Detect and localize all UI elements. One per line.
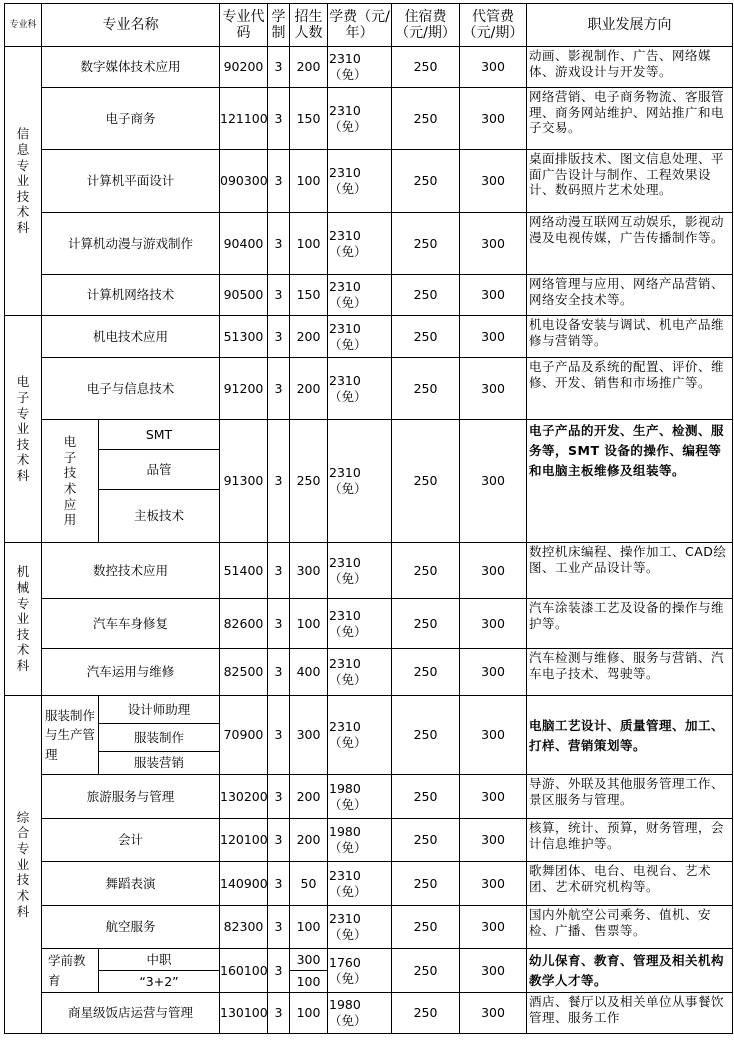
major-career: 幼儿保育、教育、管理及相关机构教学人才等。 [527,949,733,993]
major-years: 3 [268,420,290,543]
major-code: 91200 [220,358,268,420]
major-dorm: 250 [392,420,460,543]
major-agency: 300 [460,775,527,819]
table-row [5,906,733,949]
major-dorm: 250 [392,599,460,649]
major-career: 网络动漫互联网互动娱乐，影视动漫及电视传媒，广告传播制作等。 [527,213,733,275]
sub-major: 主板技术 [99,490,220,543]
major-career: 机电设备安装与调试、机电产品维修与营销等。 [527,316,733,358]
major-agency: 300 [460,150,527,213]
major-enroll: 100 [290,906,328,949]
major-tuition: 2310（免） [328,862,392,906]
major-agency: 300 [460,993,527,1034]
major-career: 数控机床编程、操作加工、CAD绘图、工业产品设计等。 [527,543,733,599]
major-years: 3 [268,213,290,275]
sub-major: 品管 [99,450,220,490]
major-dorm: 250 [392,696,460,775]
major-tuition: 2310（免） [328,906,392,949]
major-years: 3 [268,316,290,358]
major-agency: 300 [460,649,527,696]
major-years: 3 [268,358,290,420]
major-tuition: 2310（免） [328,543,392,599]
major-agency: 300 [460,906,527,949]
header-tuition: 学费（元/年） [328,4,392,47]
major-agency: 300 [460,599,527,649]
table-row [5,47,733,88]
table-row [5,819,733,862]
major-years: 3 [268,47,290,88]
major-dorm: 250 [392,88,460,150]
major-tuition: 2310（免） [328,599,392,649]
major-career: 桌面排版技术、图文信息处理、平面广告设计与制作、工程效果设计、数码照片艺术处理。 [527,150,733,213]
major-name: 计算机平面设计 [42,150,220,213]
table-row [5,88,733,150]
major-dorm: 250 [392,862,460,906]
major-career: 国内外航空公司乘务、值机、安检、广播、售票等。 [527,906,733,949]
major-name: 汽车运用与维修 [42,649,220,696]
header-name: 专业名称 [42,4,220,47]
major-years: 3 [268,862,290,906]
major-enroll: 100 [290,993,328,1034]
major-code: 130200 [220,775,268,819]
major-name: 航空服务 [42,906,220,949]
sub-major: 服装营销 [99,752,220,775]
major-agency: 300 [460,420,527,543]
sub-major: “3+2” [99,971,220,993]
table-row [5,213,733,275]
table-row [5,649,733,696]
table-row [5,599,733,649]
header-years: 学制 [268,4,290,47]
major-years: 3 [268,649,290,696]
major-code: 51300 [220,316,268,358]
major-dorm: 250 [392,358,460,420]
header-dorm: 住宿费（元/期） [392,4,460,47]
major-agency: 300 [460,88,527,150]
major-code: 70900 [220,696,268,775]
major-career: 汽车涂装漆工艺及设备的操作与维护等。 [527,599,733,649]
major-enroll: 150 [290,275,328,316]
major-code: 82500 [220,649,268,696]
table-row [5,358,733,420]
major-code: 90400 [220,213,268,275]
major-enroll: 50 [290,862,328,906]
major-agency: 300 [460,862,527,906]
major-agency: 300 [460,543,527,599]
major-code: 90500 [220,275,268,316]
major-name: 电子商务 [42,88,220,150]
major-tuition: 1760（免） [328,949,392,993]
group-name: 服装制作与生产管理 [42,696,99,775]
major-dorm: 250 [392,316,460,358]
major-years: 3 [268,819,290,862]
major-dorm: 250 [392,906,460,949]
major-code: 82300 [220,906,268,949]
major-years: 3 [268,275,290,316]
major-tuition: 2310（免） [328,213,392,275]
major-tuition: 2310（免） [328,316,392,358]
major-agency: 300 [460,819,527,862]
major-dorm: 250 [392,993,460,1034]
major-code: 91300 [220,420,268,543]
major-career: 酒店、餐厅以及相关单位从事餐饮管理、服务工作 [527,993,733,1034]
major-dorm: 250 [392,543,460,599]
major-career: 电子产品的开发、生产、检测、服务等，SMT 设备的操作、编程等和电脑主板维修及组装等。 [527,420,733,543]
major-dorm: 250 [392,649,460,696]
category-info: 信 息 专 业 技 术 科 [5,47,42,316]
major-tuition: 2310（免） [328,88,392,150]
major-code: 130100 [220,993,268,1034]
category-comp: 综 合 专 业 技 术 科 [5,696,42,1034]
major-enroll: 300 [290,543,328,599]
major-enroll: 200 [290,358,328,420]
major-name: 旅游服务与管理 [42,775,220,819]
major-years: 3 [268,543,290,599]
major-agency: 300 [460,275,527,316]
major-agency: 300 [460,358,527,420]
major-years: 3 [268,949,290,993]
table-row [5,543,733,599]
major-tuition: 2310（免） [328,649,392,696]
major-enroll: 200 [290,775,328,819]
major-career: 网络管理与应用、网络产品营销、网络安全技术等。 [527,275,733,316]
major-enroll: 100 [290,971,328,993]
major-agency: 300 [460,47,527,88]
major-name: 舞蹈表演 [42,862,220,906]
major-career: 电脑工艺设计、质量管理、加工、打样、营销策划等。 [527,696,733,775]
major-enroll: 300 [290,949,328,971]
major-career: 汽车检测与维修、服务与营销、汽车电子技术、驾驶等。 [527,649,733,696]
major-code: 121100 [220,88,268,150]
major-agency: 300 [460,213,527,275]
major-name: 电子与信息技术 [42,358,220,420]
sub-major: 设计师助理 [99,696,220,724]
major-tuition: 2310（免） [328,47,392,88]
major-tuition: 1980（免） [328,775,392,819]
major-dorm: 250 [392,949,460,993]
major-name: 会计 [42,819,220,862]
major-tuition: 1980（免） [328,819,392,862]
major-dorm: 250 [392,47,460,88]
major-enroll: 100 [290,150,328,213]
major-code: 51400 [220,543,268,599]
group-name: 电 子 技 术 应 用 [42,420,99,543]
major-career: 动画、影视制作、广告、网络媒体、游戏设计与开发等。 [527,47,733,88]
major-dorm: 250 [392,150,460,213]
major-enroll: 100 [290,599,328,649]
table-row [5,420,733,450]
major-dorm: 250 [392,213,460,275]
major-enroll: 400 [290,649,328,696]
major-career: 歌舞团体、电台、电视台、艺术团、艺术研究机构等。 [527,862,733,906]
major-years: 3 [268,696,290,775]
major-agency: 300 [460,316,527,358]
table-row [5,275,733,316]
major-dorm: 250 [392,275,460,316]
major-career: 网络营销、电子商务物流、客服管理、商务网站维护、网站推广和电子交易。 [527,88,733,150]
major-code: 090300 [220,150,268,213]
major-code: 82600 [220,599,268,649]
major-name: 商星级饭店运营与管理 [42,993,220,1034]
major-code: 160100 [220,949,268,993]
major-enroll: 250 [290,420,328,543]
major-code: 140900 [220,862,268,906]
major-tuition: 2310（免） [328,696,392,775]
major-enroll: 200 [290,316,328,358]
header-code: 专业代码 [220,4,268,47]
enrollment-table [4,3,733,1034]
category-elec: 电 子 专 业 技 术 科 [5,316,42,543]
sub-major: 中职 [99,949,220,971]
major-career: 导游、外联及其他服务管理工作、景区服务与管理。 [527,775,733,819]
major-years: 3 [268,88,290,150]
table-row [5,862,733,906]
major-years: 3 [268,993,290,1034]
major-code: 90200 [220,47,268,88]
major-years: 3 [268,906,290,949]
sub-major: 服装制作 [99,724,220,752]
major-years: 3 [268,150,290,213]
header-enroll: 招生人数 [290,4,328,47]
major-code: 120100 [220,819,268,862]
major-enroll: 100 [290,213,328,275]
major-tuition: 2310（免） [328,150,392,213]
table-row [5,150,733,213]
table-row [5,993,733,1034]
major-dorm: 250 [392,775,460,819]
header-row [5,4,733,47]
table-row [5,696,733,724]
major-dorm: 250 [392,819,460,862]
major-name: 计算机动漫与游戏制作 [42,213,220,275]
table-row [5,949,733,971]
major-name: 汽车车身修复 [42,599,220,649]
major-career: 核算，统计、预算，财务管理，会计信息维护等。 [527,819,733,862]
major-enroll: 200 [290,819,328,862]
group-name: 学前教育 [42,949,99,993]
major-tuition: 2310（免） [328,275,392,316]
major-name: 机电技术应用 [42,316,220,358]
major-career: 电子产品及系统的配置、评价、维修、开发、销售和市场推广等。 [527,358,733,420]
major-tuition: 1980（免） [328,993,392,1034]
major-name: 计算机网络技术 [42,275,220,316]
major-enroll: 200 [290,47,328,88]
major-years: 3 [268,775,290,819]
table-row [5,775,733,819]
category-mech: 机 械 专 业 技 术 科 [5,543,42,696]
major-name: 数控技术应用 [42,543,220,599]
major-name: 数字媒体技术应用 [42,47,220,88]
major-agency: 300 [460,949,527,993]
header-category: 专业科 [5,4,42,47]
header-career: 职业发展方向 [527,4,733,47]
major-tuition: 2310（免） [328,420,392,543]
table-row [5,316,733,358]
major-agency: 300 [460,696,527,775]
sub-major: SMT [99,420,220,450]
major-enroll: 300 [290,696,328,775]
header-agency: 代管费（元/期） [460,4,527,47]
major-enroll: 150 [290,88,328,150]
major-tuition: 2310（免） [328,358,392,420]
major-years: 3 [268,599,290,649]
